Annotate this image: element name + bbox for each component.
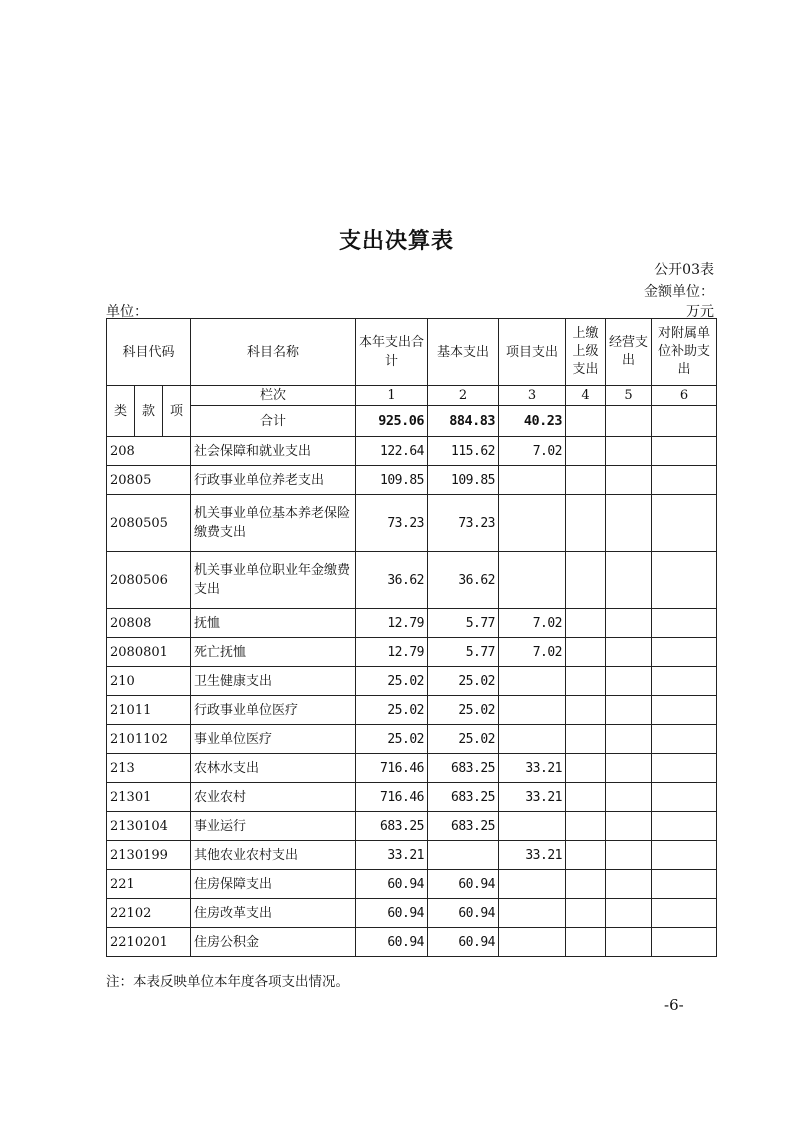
subject-code: 2130199: [107, 841, 191, 870]
amount-upper: [566, 841, 606, 870]
amount-total: 683.25: [356, 812, 428, 841]
total-business: [606, 406, 652, 437]
subject-name: 住房保障支出: [191, 870, 356, 899]
table-row: [107, 466, 717, 495]
amount-total: 25.02: [356, 725, 428, 754]
header-lanci: 栏次: [191, 386, 356, 406]
amount-upper: [566, 928, 606, 957]
amount-project: 7.02: [499, 437, 566, 466]
amount-subsidy: [652, 928, 717, 957]
amount-project: 33.21: [499, 841, 566, 870]
amount-business: [606, 812, 652, 841]
table-row: [107, 754, 717, 783]
amount-basic: 5.77: [428, 638, 499, 667]
col-number: 5: [606, 386, 652, 406]
amount-subsidy: [652, 667, 717, 696]
amount-total: 60.94: [356, 870, 428, 899]
total-label: 合计: [191, 406, 356, 437]
subject-code: 22102: [107, 899, 191, 928]
subject-name: 抚恤: [191, 609, 356, 638]
col-number: 4: [566, 386, 606, 406]
amount-basic: 115.62: [428, 437, 499, 466]
total-upper: [566, 406, 606, 437]
form-code: 公开03表: [654, 262, 714, 278]
amount-business: [606, 437, 652, 466]
subject-code: 210: [107, 667, 191, 696]
table-row: [107, 667, 717, 696]
header-xiang: 项: [163, 386, 191, 437]
amount-subsidy: [652, 437, 717, 466]
subject-name: 农业农村: [191, 783, 356, 812]
subject-name: 行政事业单位医疗: [191, 696, 356, 725]
subject-name: 农林水支出: [191, 754, 356, 783]
unit-label: 单位：: [106, 304, 148, 320]
amount-total: 109.85: [356, 466, 428, 495]
amount-total: 716.46: [356, 783, 428, 812]
subject-name: 社会保障和就业支出: [191, 437, 356, 466]
amount-total: 122.64: [356, 437, 428, 466]
footnote: 注：本表反映单位本年度各项支出情况。: [106, 974, 349, 990]
amount-basic: [428, 841, 499, 870]
amount-business: [606, 754, 652, 783]
amount-basic: 60.94: [428, 928, 499, 957]
table-row: [107, 609, 717, 638]
amount-unit-label: 金额单位：: [644, 284, 714, 300]
amount-total: 60.94: [356, 899, 428, 928]
table-row: [107, 812, 717, 841]
amount-project: 33.21: [499, 754, 566, 783]
subject-code: 208: [107, 437, 191, 466]
amount-basic: 683.25: [428, 783, 499, 812]
subject-code: 221: [107, 870, 191, 899]
header-name: 科目名称: [191, 319, 356, 386]
subject-name: 其他农业农村支出: [191, 841, 356, 870]
amount-basic: 683.25: [428, 812, 499, 841]
amount-business: [606, 495, 652, 552]
amount-basic: 109.85: [428, 466, 499, 495]
amount-business: [606, 609, 652, 638]
header-project: 项目支出: [499, 319, 566, 386]
header-code: 科目代码: [107, 319, 191, 386]
amount-business: [606, 638, 652, 667]
amount-project: 33.21: [499, 783, 566, 812]
amount-upper: [566, 899, 606, 928]
table-row: [107, 899, 717, 928]
amount-upper: [566, 812, 606, 841]
table-row: [107, 552, 717, 609]
amount-business: [606, 899, 652, 928]
amount-project: [499, 552, 566, 609]
subject-code: 213: [107, 754, 191, 783]
subject-code: 21301: [107, 783, 191, 812]
subject-code: 2080505: [107, 495, 191, 552]
subject-name: 住房公积金: [191, 928, 356, 957]
table-row: [107, 841, 717, 870]
table-row: [107, 928, 717, 957]
subject-code: 2080801: [107, 638, 191, 667]
amount-basic: 25.02: [428, 667, 499, 696]
total-value: 925.06: [356, 406, 428, 437]
table-row: [107, 696, 717, 725]
amount-total: 12.79: [356, 638, 428, 667]
amount-basic: 5.77: [428, 609, 499, 638]
amount-upper: [566, 552, 606, 609]
subject-code: 21011: [107, 696, 191, 725]
amount-upper: [566, 667, 606, 696]
table-row: [107, 725, 717, 754]
amount-total: 73.23: [356, 495, 428, 552]
amount-basic: 25.02: [428, 725, 499, 754]
col-number: 1: [356, 386, 428, 406]
page-title: 支出决算表: [338, 229, 454, 254]
amount-total: 25.02: [356, 667, 428, 696]
amount-basic: 25.02: [428, 696, 499, 725]
header-total: 本年支出合计: [356, 319, 428, 386]
amount-upper: [566, 754, 606, 783]
amount-project: [499, 899, 566, 928]
subject-name: 死亡抚恤: [191, 638, 356, 667]
amount-total: 60.94: [356, 928, 428, 957]
amount-upper: [566, 437, 606, 466]
total-subsidy: [652, 406, 717, 437]
amount-subsidy: [652, 725, 717, 754]
total-basic: 884.83: [428, 406, 499, 437]
header-business: 经营支出: [606, 319, 652, 386]
subject-code: 2080506: [107, 552, 191, 609]
amount-project: [499, 696, 566, 725]
amount-basic: 73.23: [428, 495, 499, 552]
total-row: [107, 406, 717, 437]
subject-name: 事业单位医疗: [191, 725, 356, 754]
amount-upper: [566, 696, 606, 725]
amount-business: [606, 841, 652, 870]
header-kuan: 款: [135, 386, 163, 437]
subject-code: 20805: [107, 466, 191, 495]
subject-code: 2210201: [107, 928, 191, 957]
amount-subsidy: [652, 696, 717, 725]
amount-subsidy: [652, 899, 717, 928]
amount-subsidy: [652, 495, 717, 552]
subject-name: 行政事业单位养老支出: [191, 466, 356, 495]
amount-basic: 683.25: [428, 754, 499, 783]
col-number: 6: [652, 386, 717, 406]
amount-subsidy: [652, 609, 717, 638]
amount-subsidy: [652, 841, 717, 870]
amount-upper: [566, 870, 606, 899]
expenditure-table: [106, 318, 717, 957]
amount-business: [606, 696, 652, 725]
col-number: 3: [499, 386, 566, 406]
header-basic: 基本支出: [428, 319, 499, 386]
table-row: [107, 783, 717, 812]
amount-subsidy: [652, 870, 717, 899]
amount-total: 36.62: [356, 552, 428, 609]
amount-business: [606, 466, 652, 495]
amount-subsidy: [652, 812, 717, 841]
amount-project: [499, 495, 566, 552]
amount-upper: [566, 783, 606, 812]
amount-project: [499, 928, 566, 957]
table-row: [107, 495, 717, 552]
amount-total: 33.21: [356, 841, 428, 870]
amount-total: 25.02: [356, 696, 428, 725]
table-row: [107, 437, 717, 466]
amount-total: 12.79: [356, 609, 428, 638]
amount-project: [499, 667, 566, 696]
subject-name: 事业运行: [191, 812, 356, 841]
table-row: [107, 638, 717, 667]
header-subsidy: 对附属单位补助支出: [652, 319, 717, 386]
amount-unit-value: 万元: [686, 304, 714, 320]
amount-business: [606, 667, 652, 696]
amount-subsidy: [652, 552, 717, 609]
amount-project: [499, 870, 566, 899]
amount-upper: [566, 466, 606, 495]
amount-subsidy: [652, 783, 717, 812]
subject-name: 卫生健康支出: [191, 667, 356, 696]
amount-project: 7.02: [499, 609, 566, 638]
amount-basic: 60.94: [428, 870, 499, 899]
amount-project: 7.02: [499, 638, 566, 667]
amount-subsidy: [652, 638, 717, 667]
amount-project: [499, 466, 566, 495]
amount-upper: [566, 609, 606, 638]
total-project: 40.23: [499, 406, 566, 437]
subject-name: 机关事业单位职业年金缴费支出: [191, 552, 356, 609]
amount-business: [606, 552, 652, 609]
amount-subsidy: [652, 466, 717, 495]
header-upper: 上缴上级支出: [566, 319, 606, 386]
amount-total: 716.46: [356, 754, 428, 783]
amount-basic: 60.94: [428, 899, 499, 928]
amount-upper: [566, 495, 606, 552]
page-number: -6-: [664, 996, 684, 1014]
amount-project: [499, 812, 566, 841]
amount-project: [499, 725, 566, 754]
amount-business: [606, 783, 652, 812]
amount-business: [606, 725, 652, 754]
subject-code: 2101102: [107, 725, 191, 754]
subject-code: 2130104: [107, 812, 191, 841]
subject-code: 20808: [107, 609, 191, 638]
header-lei: 类: [107, 386, 135, 437]
amount-business: [606, 928, 652, 957]
amount-basic: 36.62: [428, 552, 499, 609]
subject-name: 住房改革支出: [191, 899, 356, 928]
subject-name: 机关事业单位基本养老保险缴费支出: [191, 495, 356, 552]
table-row: [107, 870, 717, 899]
col-number: 2: [428, 386, 499, 406]
amount-business: [606, 870, 652, 899]
amount-upper: [566, 638, 606, 667]
amount-upper: [566, 725, 606, 754]
amount-subsidy: [652, 754, 717, 783]
